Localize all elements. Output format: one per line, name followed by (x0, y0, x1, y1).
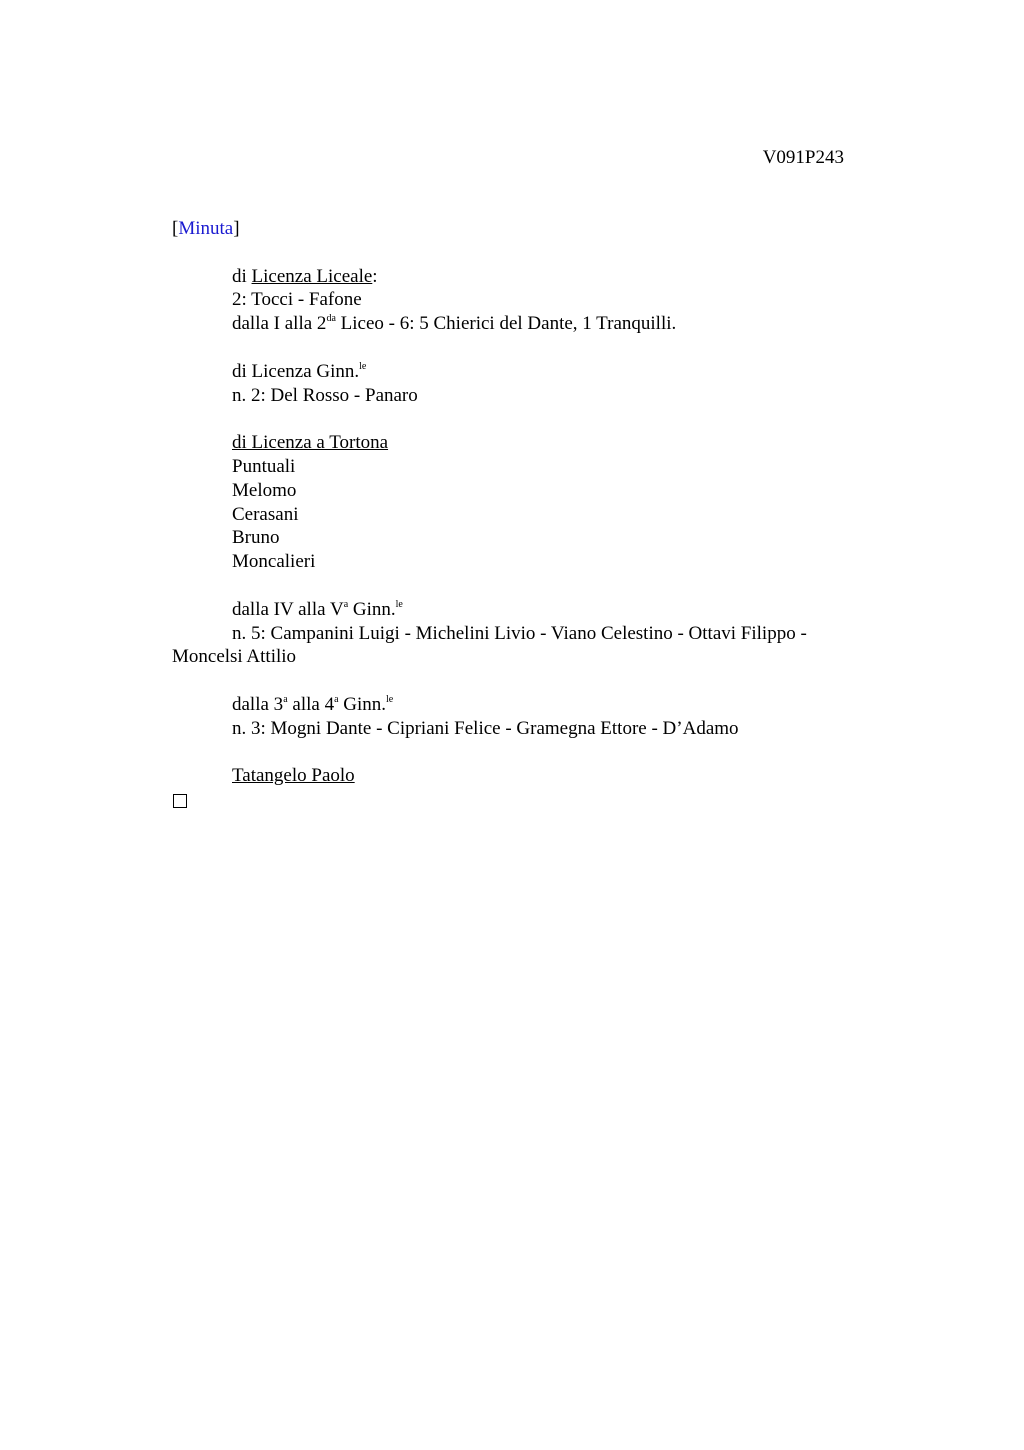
spacer (172, 241, 872, 265)
heading-text: di Licenza a Tortona (232, 432, 389, 454)
superscript: a (343, 598, 349, 610)
final-name-text: Tatangelo Paolo (232, 765, 355, 787)
section-ginnasiale-line: n. 2: Del Rosso - Panaro (232, 384, 418, 406)
text-part: Ginn. (338, 693, 387, 715)
section-quinta-heading (172, 598, 872, 622)
minuta-open-bracket: [ (172, 218, 179, 239)
minuta-label (172, 217, 872, 241)
text-part: dalla IV alla V (232, 598, 344, 620)
name-list-item: Bruno (232, 527, 280, 549)
section-liceale-line (172, 312, 872, 336)
superscript: a (283, 693, 288, 705)
name-list-item: Cerasani (232, 503, 299, 525)
heading-prefix: di (232, 265, 252, 287)
checkbox-icon[interactable] (173, 794, 187, 808)
superscript: da (326, 313, 336, 325)
document-body (172, 217, 872, 815)
superscript: a (334, 693, 339, 705)
text-part: dalla 3 (232, 693, 284, 715)
heading-text: di Licenza Ginn. (232, 360, 360, 382)
section-ginnasiale-heading (172, 360, 872, 384)
spacer (172, 574, 872, 598)
name-list-item: Melomo (232, 479, 297, 501)
text-part: Liceo - 6: 5 Chierici del Dante, 1 Tranquilli. (335, 313, 677, 335)
spacer (172, 741, 872, 765)
superscript: le (395, 598, 403, 610)
section-quinta-line: n. 5: Campanini Luigi - Michelini Livio - Viano Celestino - Ottavi Filippo - Moncelsi Attilio (172, 622, 807, 668)
checkbox-row (172, 788, 872, 815)
text-part: Ginn. (348, 598, 396, 620)
text-part: dalla I alla 2 (232, 313, 327, 335)
minuta-close-bracket: ] (233, 218, 240, 239)
text-part: alla 4 (287, 693, 335, 715)
heading-suffix: : (372, 265, 378, 287)
spacer (172, 407, 872, 431)
section-tortona-heading (172, 431, 872, 455)
page-id: V091P243 (762, 147, 844, 168)
name-list-item: Puntuali (232, 455, 296, 477)
spacer (172, 669, 872, 693)
heading-text: Licenza Liceale (251, 265, 373, 287)
spacer (172, 336, 872, 360)
section-quarta-line: n. 3: Mogni Dante - Cipriani Felice - Gramegna Ettore - D’Adamo (232, 717, 739, 739)
superscript: le (386, 693, 394, 705)
final-name (172, 764, 872, 788)
superscript: le (359, 360, 367, 372)
section-quarta-heading (172, 693, 872, 717)
minuta-link[interactable]: Minuta (178, 218, 234, 239)
section-liceale-line: 2: Tocci - Fafone (232, 289, 362, 311)
name-list-item: Moncalieri (232, 551, 316, 573)
section-liceale-heading (172, 265, 872, 289)
